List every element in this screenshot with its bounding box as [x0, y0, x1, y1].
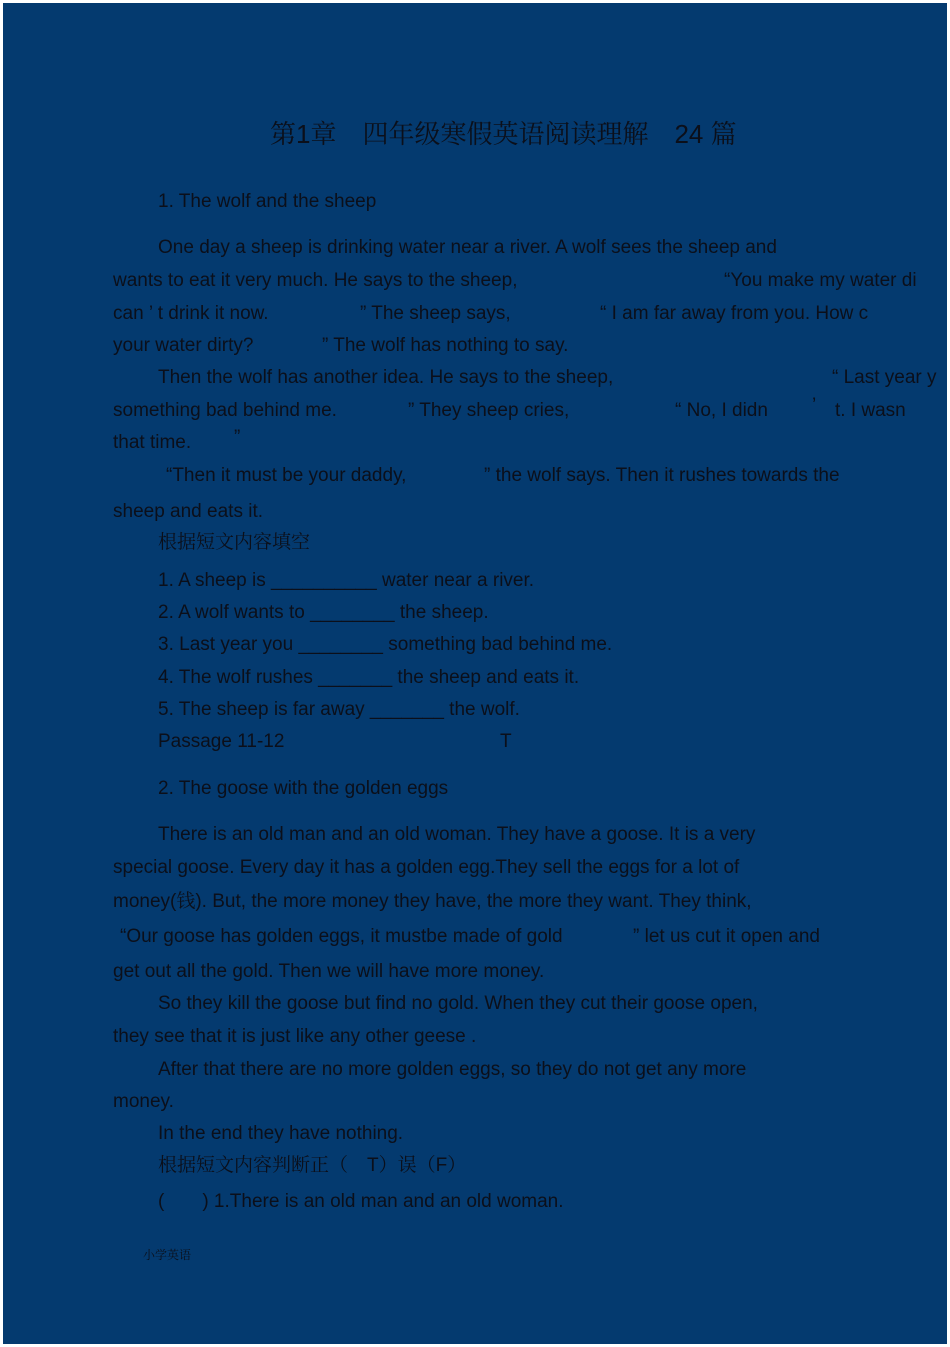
passage1-line: “Then it must be your daddy, — [166, 465, 407, 486]
passage2-line: ” let us cut it open and — [633, 926, 820, 947]
passage2-line: get out all the gold. Then we will have more money. — [113, 961, 545, 982]
passage1-line: “ I am far away from you. How c — [600, 303, 869, 324]
passage2-heading: 2. The goose with the golden eggs — [158, 778, 449, 799]
passage2-line: they see that it is just like any other geese . — [113, 1026, 477, 1047]
true-false-question: ( ) 1.There is an old man and an old woman. — [158, 1191, 564, 1212]
passage1-line: ” They sheep cries, — [408, 400, 570, 421]
passage2-line: “Our goose has golden eggs, it mustbe made of gold — [120, 926, 563, 947]
passage2-exercise-title: 根据短文内容判断正（ T）误（F） — [158, 1155, 467, 1176]
passage2-line: In the end they have nothing. — [158, 1123, 404, 1144]
fill-blank-question: 2. A wolf wants to ________ the sheep. — [158, 602, 489, 623]
passage1-heading: 1. The wolf and the sheep — [158, 191, 377, 212]
passage2-line: So they kill the goose but find no gold. When they cut their goose open, — [158, 993, 758, 1014]
passage1-line: “ No, I didn — [675, 400, 768, 421]
passage1-line: One day a sheep is drinking water near a river. A wolf sees the sheep and — [158, 237, 777, 258]
passage1-line: “You make my water di — [724, 270, 917, 291]
passage1-line: sheep and eats it. — [113, 501, 263, 522]
passage1-line: wants to eat it very much. He says to the sheep, — [113, 270, 518, 291]
passage-reference-mark: T — [500, 731, 512, 752]
passage1-line: your water dirty? — [113, 335, 254, 356]
fill-blank-question: 3. Last year you ________ something bad behind me. — [158, 634, 613, 655]
passage1-line: ” The sheep says, — [360, 303, 511, 324]
passage2-line: special goose. Every day it has a golden egg.They sell the eggs for a lot of — [113, 857, 740, 878]
passage1-line: that time. — [113, 432, 192, 453]
passage2-line: There is an old man and an old woman. They have a goose. It is a very — [158, 824, 756, 845]
passage1-line: ” The wolf has nothing to say. — [322, 335, 569, 356]
passage1-line: can ’ t drink it now. — [113, 303, 269, 324]
passage1-line: ” the wolf says. Then it rushes towards the — [484, 465, 840, 486]
fill-blank-question: 5. The sheep is far away _______ the wolf. — [158, 699, 520, 720]
page-title: 第1章 四年级寒假英语阅读理解 24 篇 — [270, 119, 737, 149]
passage2-line: money(钱). But, the more money they have, the more they want. They think, — [113, 891, 752, 912]
passage1-line: ’ — [812, 395, 817, 416]
passage1-line: ” — [234, 427, 241, 448]
fill-blank-question: 1. A sheep is __________ water near a river. — [158, 570, 535, 591]
passage1-line: “ Last year y — [832, 367, 937, 388]
document-page — [3, 3, 947, 1344]
passage-reference: Passage 11-12 — [158, 731, 285, 752]
passage1-line: something bad behind me. — [113, 400, 337, 421]
passage1-exercise-title: 根据短文内容填空 — [158, 532, 311, 553]
passage2-line: After that there are no more golden eggs, so they do not get any more — [158, 1059, 747, 1080]
passage1-line: Then the wolf has another idea. He says to the sheep, — [158, 367, 614, 388]
fill-blank-question: 4. The wolf rushes _______ the sheep and eats it. — [158, 667, 580, 688]
passage2-line: money. — [113, 1091, 174, 1112]
passage1-line: t. I wasn — [835, 400, 906, 421]
page-footer: 小学英语 — [143, 1248, 192, 1262]
